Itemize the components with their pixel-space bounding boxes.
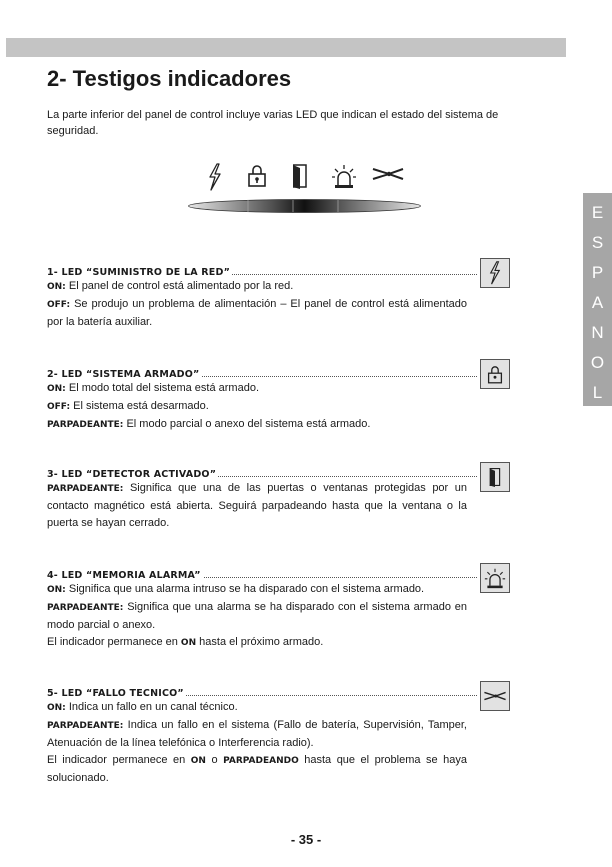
led-panel-bar [188,199,421,213]
section-line: ON: Indica un fallo en un canal técnico. [47,701,238,713]
side-tab-letter: N [591,323,604,342]
section-title: 1- LED “SUMINISTRO DE LA RED” [47,267,231,278]
door-icon-box [480,462,510,492]
lightning-icon [207,163,223,191]
section-line: OFF: El sistema está desarmado. [47,400,209,412]
led-section-technical-fault [47,685,467,787]
side-tab-letter: S [591,233,604,252]
section-line: PARPADEANTE: Significa que una alarma se ha disparado con el sistema armado en modo parcial o anexo. [47,601,467,631]
door-icon [488,467,502,487]
led-icon-row [203,163,413,191]
section-line: PARPADEANTE: Indica un fallo en el sistema (Fallo de batería, Supervisión, Tamper, Atenuación de la línea telefónica o Interferencia radio). [47,719,467,749]
side-tab-letter: O [590,353,605,372]
side-tab-letter: L [592,383,603,402]
padlock-icon-box [480,359,510,389]
section-line: El indicador permanece en ON o PARPADEANDO hasta que el problema se haya solucionado. [47,754,467,784]
section-line: OFF: Se produjo un problema de alimentación – El panel de control está alimentado por la batería auxiliar. [47,298,467,328]
section-title: 5- LED “FALLO TECNICO” [47,688,184,699]
intro-paragraph: La parte inferior del panel de control incluye varias LED que indican el estado del sistema de seguridad. [47,109,499,137]
section-title: 4- LED “MEMORIA ALARMA” [47,570,201,581]
lightning-icon-box [480,258,510,288]
section-title: 3- LED “DETECTOR ACTIVADO” [47,469,217,480]
door-icon [291,163,309,189]
led-section-power [47,264,467,331]
siren-icon [331,163,357,189]
section-line: PARPADEANTE: Significa que una de las puertas o ventanas protegidas por un contacto magnético está abierta. Seguirá parpadeando hasta que la ventana o la puerta se hayan cerrado. [47,482,467,529]
siren-icon [484,567,506,589]
side-tab-letter: E [591,203,604,222]
language-side-tab [583,193,612,406]
led-section-alarm-memory [47,567,467,652]
section-line: El indicador permanece en ON hasta el próximo armado. [47,636,324,648]
section-line: ON: El modo total del sistema está armado. [47,382,260,394]
section-line: ON: El panel de control está alimentado por la red. [47,280,294,292]
led-section-armed [47,366,467,434]
siren-icon-box [480,563,510,593]
side-tab-letter: P [591,263,604,282]
header-bar [6,38,566,57]
pliers-icon-box [480,681,510,711]
section-title: 2- LED “SISTEMA ARMADO” [47,369,200,380]
pliers-icon [371,163,405,185]
section-line: ON: Significa que una alarma intruso se ha disparado con el sistema armado. [47,583,425,595]
page-title: 2- Testigos indicadores [47,66,292,91]
led-section-detector [47,466,467,532]
padlock-icon [487,364,503,384]
side-tab-letter: A [591,293,604,312]
pliers-icon [483,688,507,704]
padlock-icon [247,163,267,187]
section-line: PARPADEANTE: El modo parcial o anexo del sistema está armado. [47,418,371,430]
page-number: - 35 - [290,832,322,847]
lightning-icon [488,261,502,285]
